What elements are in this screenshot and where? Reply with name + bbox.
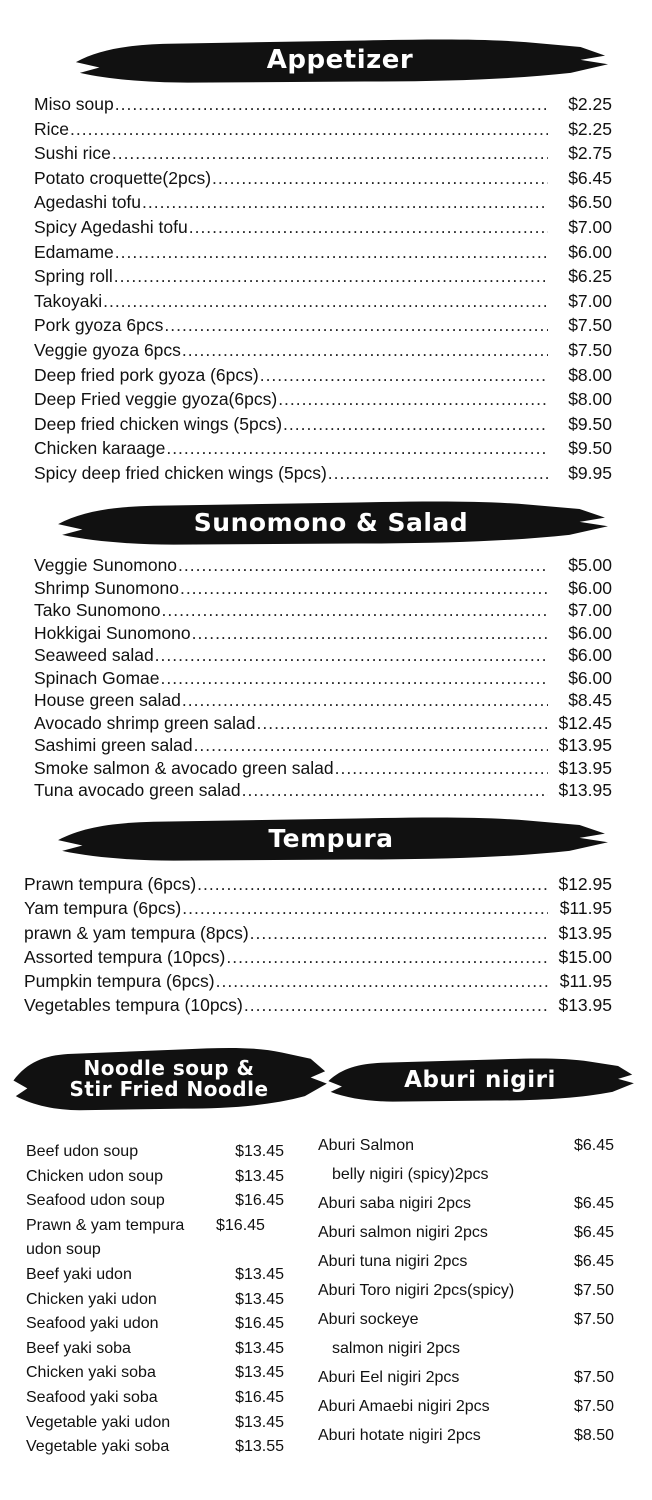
menu-item: [26, 1214, 284, 1263]
item-name: Aburi salmon nigiri 2pcs: [318, 1224, 488, 1241]
item-price: $7.50: [568, 315, 612, 336]
item-price: $9.95: [568, 462, 612, 483]
menu-item: [34, 389, 612, 414]
item-price: $16.45: [235, 1192, 284, 1210]
item-price: $13.45: [235, 1413, 284, 1431]
dot-leader: [197, 874, 548, 895]
menu-item: [34, 217, 612, 242]
aburi-banner: [325, 1053, 635, 1107]
item-price: $11.95: [559, 898, 612, 919]
menu-item: [34, 463, 612, 488]
appetizer-banner: [70, 34, 610, 88]
menu-item: [318, 1310, 614, 1359]
item-price: $16.45: [235, 1388, 284, 1406]
dot-leader: [242, 780, 548, 801]
item-price: $13.45: [235, 1339, 284, 1357]
sunomono-list: [34, 555, 612, 803]
dot-leader: [194, 735, 548, 756]
menu-item: [34, 623, 612, 646]
dot-leader: [250, 923, 548, 944]
item-price: $6.45: [573, 1137, 614, 1154]
menu-item: [34, 713, 612, 736]
item-price: $13.95: [558, 757, 612, 778]
item-subtitle: salmon nigiri 2pcs: [332, 1340, 461, 1357]
menu-item: [26, 1312, 284, 1337]
item-name: Sushi rice: [34, 143, 111, 164]
dot-leader: [164, 315, 548, 336]
item-price: $13.45: [235, 1364, 284, 1382]
item-name: Tuna avocado green salad: [34, 780, 241, 800]
menu-item: [34, 438, 612, 463]
menu-item: [26, 1361, 284, 1386]
item-price: $13.95: [558, 735, 612, 755]
item-price: $11.95: [559, 971, 612, 992]
item-name: Pumpkin tempura (6pcs): [24, 971, 215, 992]
menu-item: [26, 1189, 284, 1214]
item-name: Rice: [34, 118, 70, 139]
item-name: Shrimp Sunomono: [34, 577, 179, 598]
menu-item: [26, 1165, 284, 1190]
item-name: Smoke salmon & avocado green salad: [34, 757, 334, 778]
item-name: Miso soup: [34, 94, 114, 114]
section-title: Tempura: [268, 823, 394, 853]
dot-leader: [212, 168, 548, 189]
menu-item: [26, 1140, 284, 1165]
menu-item: [318, 1223, 614, 1243]
menu-item: [34, 291, 612, 316]
noodle-title-line1: Noodle soup &: [83, 1056, 255, 1080]
item-name: Aburi Eel nigiri 2pcs: [318, 1369, 460, 1386]
noodle-banner: [10, 1040, 328, 1118]
item-name: Veggie Sunomono: [34, 555, 178, 575]
item-name: Pork gyoza 6pcs: [34, 315, 164, 336]
item-price: $6.45: [573, 1195, 614, 1212]
item-price: $8.50: [573, 1427, 614, 1444]
item-name: Avocado shrimp green salad: [34, 712, 256, 733]
item-price: $7.00: [568, 216, 612, 237]
item-price: $13.45: [235, 1143, 284, 1160]
menu-item: [34, 735, 612, 758]
aburi-list: [318, 1136, 614, 1455]
menu-item: [26, 1386, 284, 1411]
menu-item: [34, 555, 612, 578]
item-name: Spicy deep fried chicken wings (5pcs): [34, 462, 327, 483]
item-name: Spicy Agedashi tofu: [34, 216, 188, 237]
menu-item: [24, 874, 612, 898]
item-price: $12.95: [558, 874, 612, 894]
item-price: $12.45: [558, 712, 612, 733]
item-price: $2.75: [568, 143, 612, 164]
dot-leader: [161, 668, 549, 689]
item-price: $6.00: [568, 622, 612, 643]
noodle-list: [26, 1140, 284, 1460]
item-name: Yam tempura (6pcs): [24, 898, 182, 919]
item-name: Vegetable yaki udon: [26, 1413, 171, 1431]
item-price: $16.45: [216, 1216, 265, 1234]
menu-item: [24, 995, 612, 1019]
menu-item: [26, 1411, 284, 1436]
dot-leader: [278, 389, 548, 410]
item-price: $13.95: [558, 922, 612, 943]
item-price: $13.55: [235, 1438, 284, 1456]
dot-leader: [161, 600, 548, 621]
menu-item: [318, 1426, 614, 1446]
item-name: House green salad: [34, 690, 181, 710]
section-title: Sunomono & Salad: [193, 507, 469, 537]
dot-leader: [182, 340, 548, 361]
item-name: Chicken udon soup: [26, 1167, 163, 1185]
dot-leader: [103, 291, 548, 312]
menu-item: [34, 578, 612, 601]
dot-leader: [180, 578, 548, 599]
item-price: $2.25: [568, 118, 612, 139]
menu-item: [26, 1288, 284, 1313]
menu-item: [26, 1263, 284, 1288]
item-name: Prawn & yam tempura udon soup: [26, 1216, 185, 1259]
dot-leader: [260, 365, 548, 386]
menu-item: [34, 600, 612, 623]
item-name: Beef udon soup: [26, 1143, 139, 1160]
item-name: Veggie gyoza 6pcs: [34, 339, 181, 360]
menu-item: [34, 414, 612, 439]
dot-leader: [335, 758, 548, 779]
menu-item: [318, 1194, 614, 1214]
menu-item: [34, 645, 612, 668]
menu-item: [34, 340, 612, 365]
menu-item: [34, 315, 612, 340]
item-name: Potato croquette(2pcs): [34, 167, 212, 188]
item-price: $6.00: [568, 645, 612, 665]
menu-item: [24, 923, 612, 947]
dot-leader: [115, 94, 548, 115]
dot-leader: [182, 898, 548, 919]
item-price: $13.45: [235, 1290, 284, 1308]
menu-item: [24, 947, 612, 971]
dot-leader: [189, 217, 548, 238]
item-name: Seafood yaki soba: [26, 1388, 158, 1406]
menu-item: [24, 898, 612, 922]
menu-item: [34, 192, 612, 217]
item-name: Chicken karaage: [34, 438, 166, 459]
item-price: $7.50: [568, 339, 612, 360]
menu-item: [34, 242, 612, 267]
dot-leader: [155, 645, 548, 666]
item-name: Prawn tempura (6pcs): [24, 874, 197, 894]
item-price: $16.45: [235, 1315, 284, 1333]
item-name: Aburi hotate nigiri 2pcs: [318, 1427, 481, 1444]
menu-item: [26, 1435, 284, 1460]
item-price: $5.00: [568, 555, 612, 575]
dot-leader: [192, 623, 548, 644]
item-price: $6.45: [573, 1253, 614, 1270]
menu-item: [34, 365, 612, 390]
item-price: $7.00: [568, 600, 612, 620]
item-name: Deep Fried veggie gyoza(6pcs): [34, 389, 278, 410]
item-price: $7.50: [573, 1369, 614, 1386]
menu-item: [318, 1136, 614, 1185]
item-name: prawn & yam tempura (8pcs): [24, 922, 249, 943]
item-price: $6.25: [568, 266, 612, 287]
item-price: $7.50: [573, 1398, 614, 1415]
dot-leader: [178, 555, 548, 576]
item-name: Seafood yaki udon: [26, 1315, 159, 1333]
item-price: $2.25: [568, 94, 612, 114]
item-name: Aburi tuna nigiri 2pcs: [318, 1253, 468, 1270]
section-title: Appetizer: [266, 45, 414, 76]
item-price: $9.50: [568, 413, 612, 434]
item-price: $8.00: [568, 389, 612, 410]
dot-leader: [226, 947, 548, 968]
tempura-list: [24, 874, 612, 1020]
item-price: $7.50: [573, 1311, 614, 1328]
dot-leader: [115, 242, 548, 263]
dot-leader: [244, 995, 548, 1016]
dot-leader: [166, 438, 548, 459]
menu-item: [318, 1252, 614, 1272]
item-name: Spring roll: [34, 266, 113, 287]
item-name: Aburi Salmon: [318, 1137, 415, 1154]
item-name: Assorted tempura (10pcs): [24, 946, 226, 967]
item-name: Seafood udon soup: [26, 1192, 165, 1210]
dot-leader: [142, 192, 548, 213]
item-name: Takoyaki: [34, 290, 103, 311]
menu-item: [34, 690, 612, 713]
item-name: Vegetables tempura (10pcs): [24, 995, 243, 1016]
menu-item: [34, 168, 612, 193]
item-price: $13.45: [235, 1265, 284, 1283]
item-name: Beef yaki soba: [26, 1339, 131, 1357]
menu-item: [26, 1337, 284, 1362]
item-name: Hokkigai Sunomono: [34, 622, 191, 643]
item-name: Sashimi green salad: [34, 735, 193, 755]
menu-item: [34, 94, 612, 119]
section-title: Aburi nigiri: [404, 1066, 556, 1093]
menu-item: [34, 266, 612, 291]
noodle-title-line2: Stir Fried Noodle: [69, 1077, 269, 1101]
item-name: Edamame: [34, 241, 114, 262]
item-name: Chicken yaki udon: [26, 1290, 157, 1308]
sunomono-banner: [52, 496, 610, 550]
tempura-banner: [52, 812, 610, 866]
item-name: Agedashi tofu: [34, 192, 142, 213]
item-name: Aburi Toro nigiri 2pcs(spicy): [318, 1282, 515, 1299]
appetizer-list: [34, 94, 612, 488]
item-name: Aburi saba nigiri 2pcs: [318, 1195, 471, 1212]
item-price: $6.00: [568, 667, 612, 688]
item-price: $7.00: [568, 290, 612, 311]
menu-item: [34, 668, 612, 691]
dot-leader: [70, 119, 548, 140]
menu-item: [318, 1397, 614, 1417]
dot-leader: [216, 971, 548, 992]
item-name: Seaweed salad: [34, 645, 154, 665]
menu-item: [34, 758, 612, 781]
menu-item: [318, 1368, 614, 1388]
item-price: $13.45: [235, 1167, 284, 1185]
item-name: Deep fried chicken wings (5pcs): [34, 413, 283, 434]
item-name: Beef yaki udon: [26, 1265, 132, 1283]
section-title: [69, 1058, 268, 1100]
item-price: $6.00: [568, 577, 612, 598]
item-price: $9.50: [568, 438, 612, 459]
item-name: Aburi sockeye: [318, 1311, 419, 1328]
item-name: Deep fried pork gyoza (6pcs): [34, 364, 259, 385]
dot-leader: [256, 713, 548, 734]
item-name: Chicken yaki soba: [26, 1364, 156, 1382]
item-price: $8.45: [568, 690, 612, 710]
item-name: Tako Sunomono: [34, 600, 161, 620]
dot-leader: [283, 414, 548, 435]
dot-leader: [328, 463, 548, 484]
dot-leader: [114, 266, 548, 287]
menu-item: [34, 780, 612, 803]
item-price: $6.00: [568, 241, 612, 262]
item-name: Spinach Gomae: [34, 667, 160, 688]
item-name: Aburi Amaebi nigiri 2pcs: [318, 1398, 490, 1415]
item-price: $15.00: [558, 946, 612, 967]
item-price: $6.50: [568, 192, 612, 213]
dot-leader: [182, 690, 548, 711]
menu-item: [34, 143, 612, 168]
item-price: $13.95: [558, 995, 612, 1016]
item-price: $6.45: [568, 167, 612, 188]
menu-item: [318, 1281, 614, 1301]
item-name: Vegetable yaki soba: [26, 1438, 170, 1456]
item-subtitle: belly nigiri (spicy)2pcs: [332, 1166, 489, 1183]
dot-leader: [112, 143, 548, 164]
item-price: $13.95: [558, 780, 612, 800]
item-price: $7.50: [573, 1282, 614, 1299]
menu-item: [34, 119, 612, 144]
item-price: $6.45: [573, 1224, 614, 1241]
menu-item: [24, 971, 612, 995]
item-price: $8.00: [568, 364, 612, 385]
